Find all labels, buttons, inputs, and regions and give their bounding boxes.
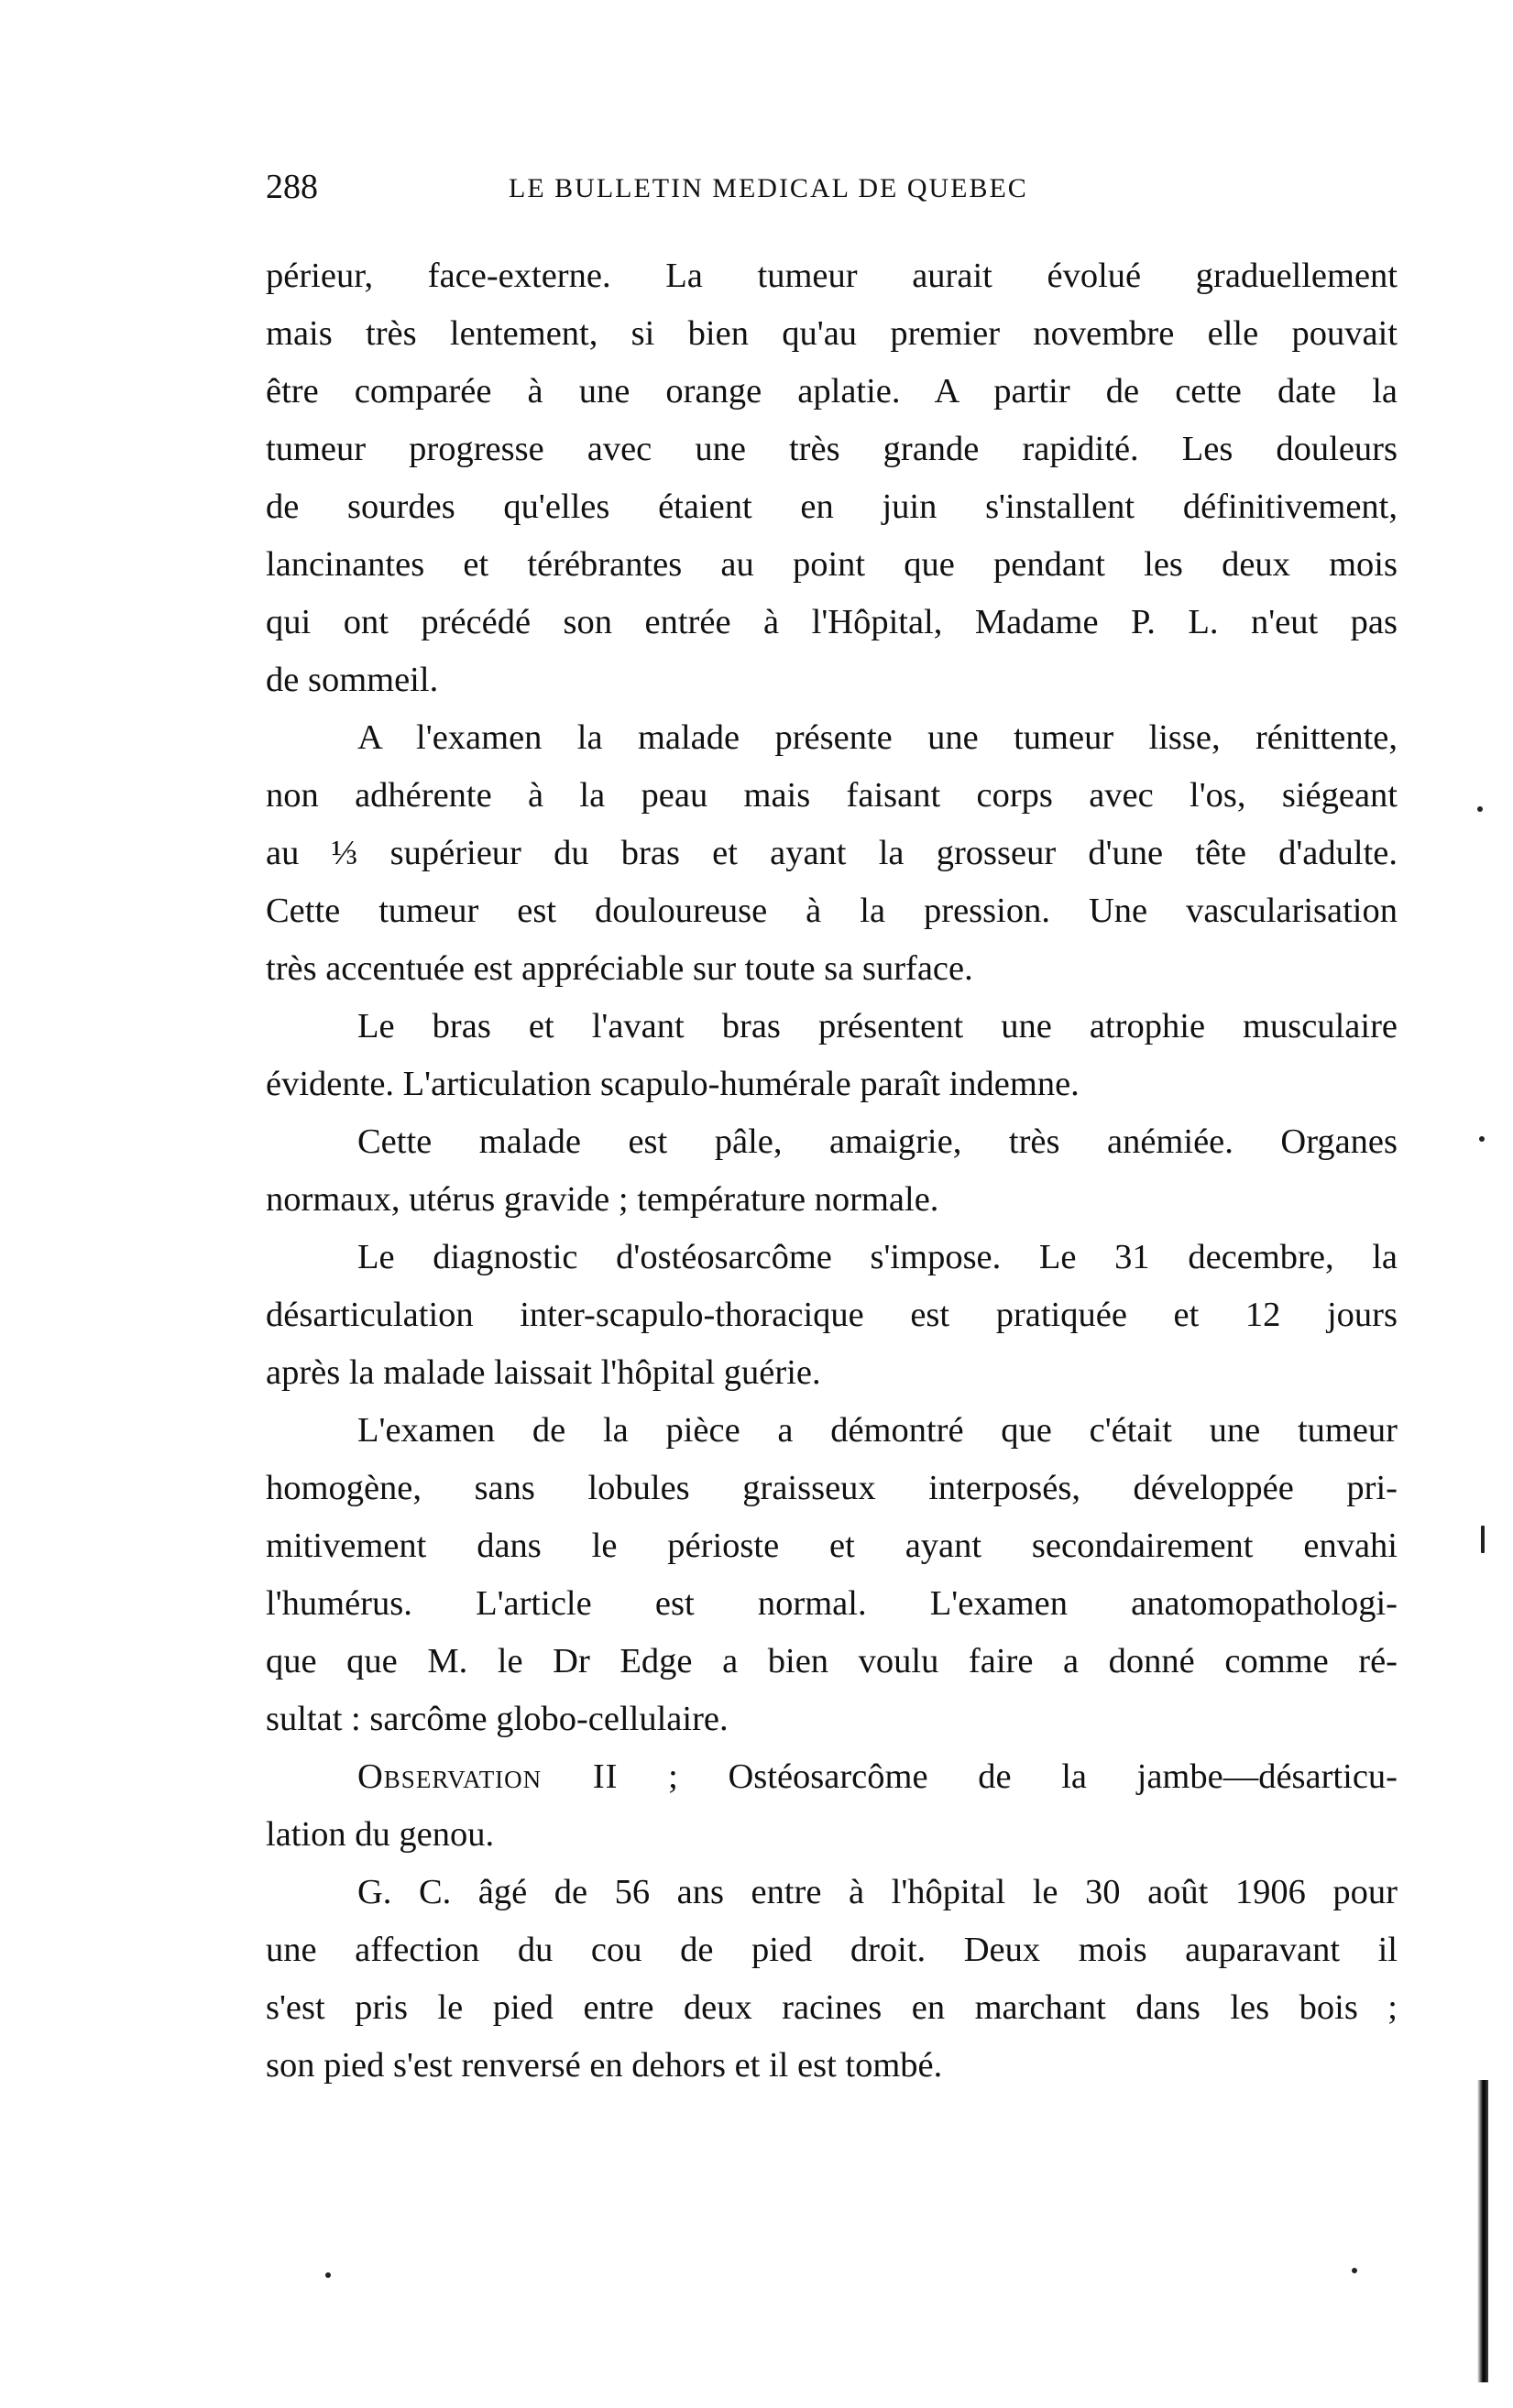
text-line: Le bras et l'avant bras présentent une atrophie musculaire [357,1007,1398,1045]
text-line: au ⅓ supérieur du bras et ayant la grosseur d'une tête d'adulte. [266,834,1398,872]
observation-heading: Observation II [357,1757,619,1796]
text-line: l'humérus. L'article est normal. L'examen anatomopathologi- [266,1584,1398,1623]
text-line: qui ont précédé son entrée à l'Hôpital, Madame P. L. n'eut pas [266,603,1398,641]
running-title: LE BULLETIN MEDICAL DE QUEBEC [509,173,1028,203]
body-text [266,247,1398,2095]
text-line: sultat : sarcôme globo-cellulaire. [266,1700,729,1738]
text-line [266,1748,1398,1806]
paragraph [266,247,1398,709]
text-line: désarticulation inter-scapulo-thoracique est pratiquée et 12 jours [266,1296,1398,1334]
text-line: Cette malade est pâle, amaigrie, très anémiée. Organes [357,1122,1398,1161]
text-line: L'examen de la pièce a démontré que c'était une tumeur [357,1411,1398,1450]
paragraph [266,1113,1398,1229]
observation-title: ; Ostéosarcôme de la jambe—désarticu- [668,1757,1398,1796]
scan-speck [1479,1136,1485,1142]
scan-speck [325,2272,331,2278]
paragraph [266,1402,1398,1748]
text-line: s'est pris le pied entre deux racines en marchant dans les bois ; [266,1988,1398,2027]
text-line: que que M. le Dr Edge a bien voulu faire a donné comme ré- [266,1642,1398,1680]
text-line: G. C. âgé de 56 ans entre à l'hôpital le 30 août 1906 pour [357,1873,1398,1911]
text-line: évidente. L'articulation scapulo-humérale paraît indemne. [266,1065,1080,1103]
text-line: une affection du cou de pied droit. Deux mois auparavant il [266,1931,1398,1969]
text-line: homogène, sans lobules graisseux interposés, développée pri- [266,1469,1398,1507]
paragraph [266,709,1398,998]
scan-speck [1477,806,1483,812]
page-number: 288 [266,168,318,206]
text-line: mais très lentement, si bien qu'au premier novembre elle pouvait [266,314,1398,353]
text-line: tumeur progresse avec une très grande rapidité. Les douleurs [266,430,1398,468]
text-line: après la malade laissait l'hôpital guérie. [266,1353,821,1392]
text-line: de sourdes qu'elles étaient en juin s'installent définitivement, [266,487,1398,526]
text-line: A l'examen la malade présente une tumeur lisse, rénittente, [357,718,1398,757]
text-line: de sommeil. [266,661,439,699]
page-header [266,165,1182,220]
paragraph [266,998,1398,1113]
text-line: normaux, utérus gravide ; température normale. [266,1180,939,1219]
text-line: Le diagnostic d'ostéosarcôme s'impose. Le 31 decembre, la [357,1238,1398,1276]
scan-speck [1352,2268,1357,2273]
text-line: être comparée à une orange aplatie. A partir de cette date la [266,372,1398,410]
binding-shadow [1477,2080,1488,2382]
text-line: lation du genou. [266,1815,495,1854]
paragraph [266,1748,1398,1864]
text-line: non adhérente à la peau mais faisant corps avec l'os, siégeant [266,776,1398,815]
text-line: son pied s'est renversé en dehors et il est tombé. [266,2046,943,2085]
text-line: lancinantes et térébrantes au point que pendant les deux mois [266,545,1398,584]
text-line: mitivement dans le périoste et ayant secondairement envahi [266,1527,1398,1565]
text-line: Cette tumeur est douloureuse à la pression. Une vascularisation [266,892,1398,930]
scan-speck [1481,1526,1485,1553]
text-line: périeur, face-externe. La tumeur aurait évolué graduellement [266,257,1398,295]
paragraph [266,1864,1398,2095]
text-line: très accentuée est appréciable sur toute sa surface. [266,949,973,988]
paragraph [266,1229,1398,1402]
